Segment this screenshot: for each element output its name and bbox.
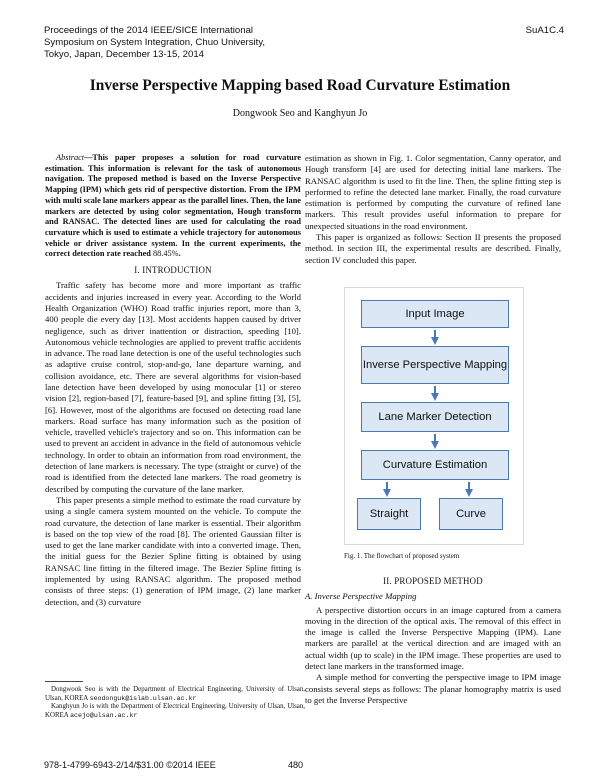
flowchart-figure [344,287,524,545]
footnote-author1 [45,686,305,703]
author2-email[interactable]: acejo@ulsan.ac.kr [70,711,138,719]
paper-title: Inverse Perspective Mapping based Road Curvature Estimation [89,77,511,94]
subsection-heading: A. Inverse Perspective Mapping [305,591,417,602]
footnote-author2-text: Kanghyun Jo is with the Department of Electrical Engineering, University of Ulsan, Ulsan, KOREA [45,703,305,719]
abstract-end: . [178,249,181,259]
left-column [45,153,301,608]
paragraph: This paper is organized as follows: Section II presents the proposed method. In section III, the experimental results are described. Finally, section IV concluded this paper. [305,232,561,265]
flowchart-box-lane-marker-detection: Lane Marker Detection [361,402,509,432]
right-column [305,153,561,266]
isbn-line: 978-1-4799-6943-2/14/$31.00 ©2014 IEEE [44,760,216,770]
flowchart-box-curvature-estimation: Curvature Estimation [361,450,509,480]
conference-line: Proceedings of the 2014 IEEE/SICE International [44,25,254,36]
flowchart-arrow [431,337,439,345]
flowchart-box-ipm: Inverse Perspective Mapping [361,346,509,384]
paper-authors: Dongwook Seo and Kanghyun Jo [232,108,368,119]
figure-caption: Fig. 1. The flowchart of proposed system [344,552,460,560]
abstract-text: This paper proposes a solution for road curvature estimation. This information is relevant for the task of autonomous navigation. The proposed method is based on the Inverse Perspective Mapping (IPM) which gets rid of perspective distortion. From the IPM with multi scale lane markers appear as the parallel lines. Then, the lane markers are detected by using color segmentation, Hough transform and RANSAC. The detected lines are used for calculating the road curvature which is used to estimate a vehicle trajectory for autonomous vehicle or driver assistance system. In the current experiments, the correct detection rate reached [45,153,301,259]
flowchart-arrow [465,489,473,497]
abstract-lead: Abstract [56,153,85,162]
page-footer [44,760,564,770]
paragraph: Traffic safety has become more and more important as traffic accidents and injuries increased in every year. According to the World Health Organization (WHO) Road traffic injuries report, more than 3, 400 people die every day [13]. Most accidents happen caused by driver negligence, such as driver inattention or distraction, speeding [10]. Autonomous vehicle technologies are applied to prevent traffic accidents in advance. The road lane detection is one of the useful technologies such as adaptive cruise control, stop-and-go, lane departure warning, and collision avoidance, etc. There are several algorithms for vision-based lane detection have been developed by using monocular [1] or stereo vision [2], region-based [7], feature-based [9], and spline fitting [3], [5], [6]. However, most of the algorithms are focused on detecting road lane markers. Road surface has many information such as the position of vehicle, travelled vehicle's trajectory and so on. This information can be used to prevent an accident in advance in the field of autonomous vehicle technology. In order to obtain an information from road environment, the detection of lane markers is necessary. The type (straight or curve) of the road is identified from the detected lane markers. The road geometry is described by computing the curvature of the lane marker. [45,280,301,494]
abstract-dash: — [84,153,93,162]
footnote-rule [45,681,83,682]
flowchart-box-input-image: Input Image [361,300,509,328]
paper-code: SuA1C.4 [525,25,564,36]
paragraph: This paper presents a simple method to estimate the road curvature by using a single camera system mounted on the vehicle. To compute the road curvature, the detection of lane marker is essential. Their algorithm is based on the top view of the road [8]. The oriented Gaussian filter is used to get the lane marker candidate with into a converted image. Then, the initial guess for the Bezier Spline fitting is obtained by using RANSAC line fitting in the filtered image. The Bezier Spline fitting is implemented by using RANSAC algorithm. The proposed method consists of three steps: (1) generation of IPM image, (2) lane marker detection, and (3) curvature [45,494,301,607]
author1-email[interactable]: seodonguk@islab.ulsan.ac.kr [89,694,197,702]
paragraph: A simple method for converting the perspective image to IPM image consists several steps as follows: The planar homography matrix is used to get the Inverse Perspective [305,672,561,705]
conference-line: Tokyo, Japan, December 13-15, 2014 [44,49,204,61]
paragraph: A perspective distortion occurs in an image captured from a camera moving in the direction of the optical axis. The removal of this effect in the image is called the Inverse Perspective Mapping (IPM). Lane markers are parallel at the vertical direction and are imaged with an actual width (up to scale) in the IPM image. These properties are used to detect lane markers in the transformed image. [305,604,561,672]
page-number: 480 [288,760,304,770]
footnote-author2 [45,703,305,720]
footnotes [45,686,305,720]
conference-line: Symposium on System Integration, Chuo University, [44,37,266,49]
page-header [44,25,564,62]
footnote-author1-text: Dongwook Seo is with the Department of Electrical Engineering, University of Ulsan, Ulsan, KOREA [45,686,305,702]
section-heading-proposed-method: II. PROPOSED METHOD [383,576,483,586]
abstract-rate: 88.45% [152,249,179,259]
paragraph: estimation as shown in Fig. 1. Color segmentation, Canny operator, and Hough transform [4] are used for detecting initial lane markers. The RANSAC algorithm is used to fit the line. Then, the spline fitting step is performed to refine the detected lane marker. Finally, the road curvature estimation is performed by computing the curvature of refined lane markers. This result provides useful information to prepare for unexpected situations in the road environment. [305,153,561,231]
method-section [305,576,561,706]
abstract [45,153,301,260]
flowchart-arrow [383,489,391,497]
section-heading-introduction: I. INTRODUCTION [134,265,212,276]
flowchart-box-straight: Straight [357,498,421,530]
flowchart-arrow [431,393,439,401]
conference-info [44,25,564,62]
flowchart-box-curve: Curve [439,498,503,530]
flowchart-arrow [431,441,439,449]
